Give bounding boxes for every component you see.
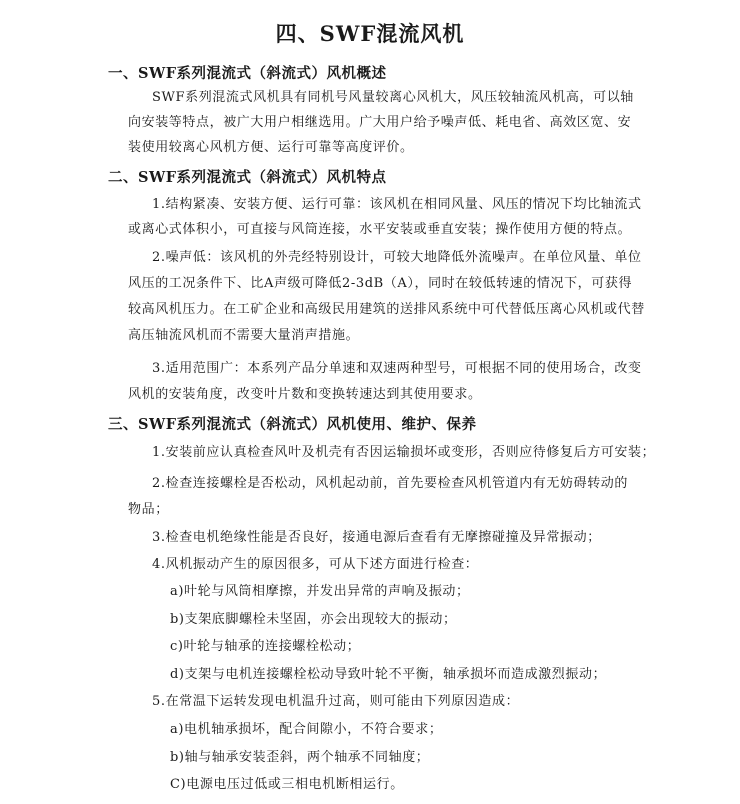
section-2-line-6: 高压轴流风机而不需要大量消声措施。 [128,328,360,343]
section-3-line-10: 5.在常温下运转发现电机温升过高，则可能由下列原因造成： [152,694,520,709]
section-3-line-6: a)叶轮与风筒相摩擦，并发出异常的声响及振动； [170,584,470,599]
section-1-heading: 一、SWF系列混流式（斜流式）风机概述 [108,65,387,82]
section-2-heading: 二、SWF系列混流式（斜流式）风机特点 [108,169,387,186]
section-2-line-2: 或离心式体积小，可直接与风筒连接，水平安装或垂直安装；操作使用方便的特点。 [128,222,632,237]
section-2-line-5: 较高风机压力。在工矿企业和高级民用建筑的送排风系统中可代替低压离心风机或代替 [128,302,645,317]
section-3-line-9: d)支架与电机连接螺栓松动导致叶轮不平衡，轴承损坏而造成激烈振动； [170,667,607,682]
section-3-line-13: C)电源电压过低或三相电机断相运行。 [170,777,404,792]
section-2-line-8: 风机的安装角度，改变叶片数和变换转速达到其使用要求。 [128,387,482,402]
section-1-line-1: SWF系列混流式风机具有同机号风量较离心风机大，风压较轴流风机高，可以轴 [152,90,634,105]
section-2-line-3: 2.噪声低：该风机的外壳经特别设计，可较大地降低外流噪声。在单位风量、单位 [152,250,642,265]
section-2-line-7: 3.适用范围广：本系列产品分单速和双速两种型号，可根据不同的使用场合，改变 [152,361,642,376]
section-3-line-5: 4.风机振动产生的原因很多，可从下述方面进行检查： [152,557,479,572]
section-3-line-11: a)电机轴承损坏，配合间隙小，不符合要求； [170,722,443,737]
section-3-line-3: 物品； [128,502,169,517]
section-3-heading: 三、SWF系列混流式（斜流式）风机使用、维护、保养 [108,416,477,433]
section-3-line-1: 1.安装前应认真检查风叶及机壳有否因运输损坏或变形，否则应待修复后方可安装； [152,445,656,460]
section-3-line-7: b)支架底脚螺栓未坚固，亦会出现较大的振动； [170,612,457,627]
section-1-line-2: 向安装等特点，被广大用户相继选用。广大用户给予噪声低、耗电省、高效区宽、安 [128,115,632,130]
section-3-line-4: 3.检查电机绝缘性能是否良好，接通电源后查看有无摩擦碰撞及异常振动； [152,530,601,545]
page-title: 四、SWF混流风机 [275,21,465,46]
section-1-line-3: 装使用较离心风机方便、运行可靠等高度评价。 [128,140,414,155]
section-3-line-2: 2.检查连接螺栓是否松动，风机起动前，首先要检查风机管道内有无妨碍转动的 [152,476,629,491]
section-3-line-8: c)叶轮与轴承的连接螺栓松动； [170,639,361,654]
section-2-line-4: 风压的工况条件下、比A声级可降低2-3dB（A），同时在较低转速的情况下，可获得 [128,276,633,291]
section-2-line-1: 1.结构紧凑、安装方便、运行可靠：该风机在相同风量、风压的情况下均比轴流式 [152,197,642,212]
section-3-line-12: b)轴与轴承安装歪斜，两个轴承不同轴度； [170,750,430,765]
